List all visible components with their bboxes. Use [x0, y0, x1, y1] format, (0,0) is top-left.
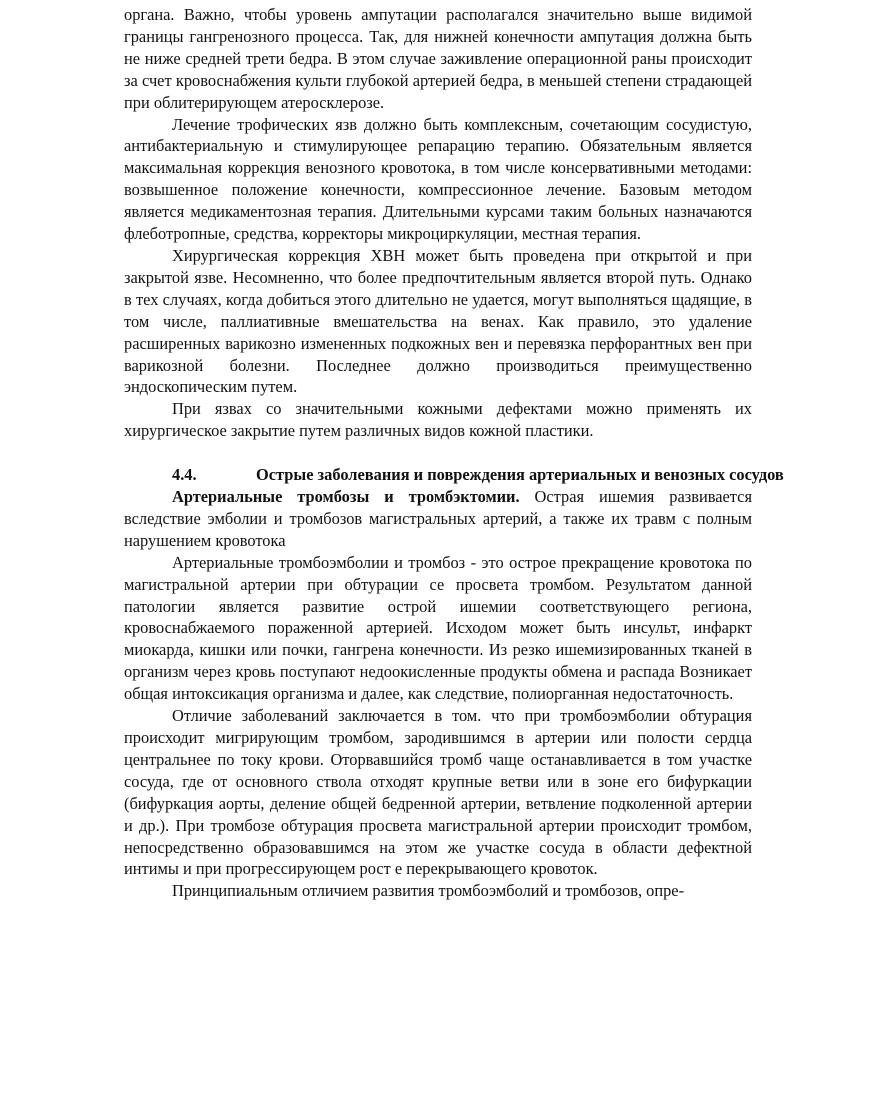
paragraph-surgical-correction: Хирургическая коррекция ХВН может быть проведена при открытой и при закрытой язве. Несомненно, что более предпочтительным является второй путь. Однако в тех случаях, когда добиться этого длительно не удается, могут выполняться щадящие, в том числе, паллиативные вмешательства на венах. Как правило, это удаление расширенных варикозно измененных подкожных вен и перевязка перфорантных вен при варикозной болезни. Последнее должно производиться преимущественно эндоскопическим путем.	[124, 245, 752, 397]
section-heading	[124, 464, 800, 486]
paragraph-principal-difference: Принципиальным отличием развития тромбоэмболий и тромбозов, опре-	[172, 881, 685, 901]
paragraph-skin-plasty: При язвах со значительными кожными дефектами можно применять их хирургическое закрытие путем различных видов кожной пластики.	[124, 399, 752, 441]
paragraph-amputation-level: органа. Важно, чтобы уровень ампутации располагался значительно выше видимой границы гангренозного процесса. Так, для нижней конечности ампутация должна быть не ниже средней трети бедра. В этом случае заживление операционной раны происходит за счет кровоснабжения культи глубокой артерией бедра, в меньшей степени страдающей при облитерирующем атеросклерозе.	[124, 5, 752, 112]
paragraph-disease-difference: Отличие заболеваний заключается в том. что при тромбоэмболии обтурация происходит мигрирующим тромбом, зародившимся в артерии или полости сердца центральнее по току крови. Оторвавшийся тромб чаще останавливается в том участке сосуда, где от основного ствола отходят крупные ветви или в зоне его бифуркации (бифуркация аорты, деление общей бедренной артерии, ветвление подколенной артерии и др.). При тромбозе обтурация просвета магистральной артерии происходит тромбом, непосредственно образовавшимся на этом же участке сосуда в области дефектной интимы и при прогрессирующем рост е перекрывающего кровоток.	[124, 706, 752, 879]
paragraph-acute-ischemia-intro	[124, 486, 752, 552]
intro-paragraph-text: Острая ишемия развивается вследствие эмболии и тромбозов магистральных артерий, а также их травм с полным нарушением кровотока	[124, 487, 752, 550]
section-title: Острые заболевания и повреждения артериальных и венозных сосудов	[256, 465, 784, 485]
document-page	[124, 4, 784, 902]
paragraph-trophic-ulcer-treatment: Лечение трофических язв должно быть комплексным, сочетающим сосудистую, антибактериальную и стимулирующее репарацию терапию. Обязательным является максимальная коррекция венозного кровотока, в том числе консервативными методами: возвышенное положение конечности, компрессионное лечение. Базовым методом является медикаментозная терапия. Длительными курсами таким больных назначаются флеботропные, средства, корректоры микроциркуляции, местная терапия.	[124, 114, 752, 244]
paragraph-thromboembolism-definition: Артериальные тромбоэмболии и тромбоз - это острое прекращение кровотока по магистральной артерии при обтурации се просвета тромбом. Результатом данной патологии является развитие острой ишемии соответствующего региона, кровоснабжаемого пораженной артерией. Исходом может быть инсульт, инфаркт миокарда, кишки или почки, гангрена конечности. Из резко ишемизированных тканей в организм через кровь поступают недоокисленные продукты обмена и распада Возникает общая интоксикация организма и далее, как следствие, полиорганная недостаточность.	[124, 552, 752, 704]
section-spacer	[124, 442, 752, 464]
subsection-lead-title: Артериальные тромбозы и тромбэктомии.	[172, 487, 520, 507]
section-number: 4.4.	[172, 465, 197, 485]
